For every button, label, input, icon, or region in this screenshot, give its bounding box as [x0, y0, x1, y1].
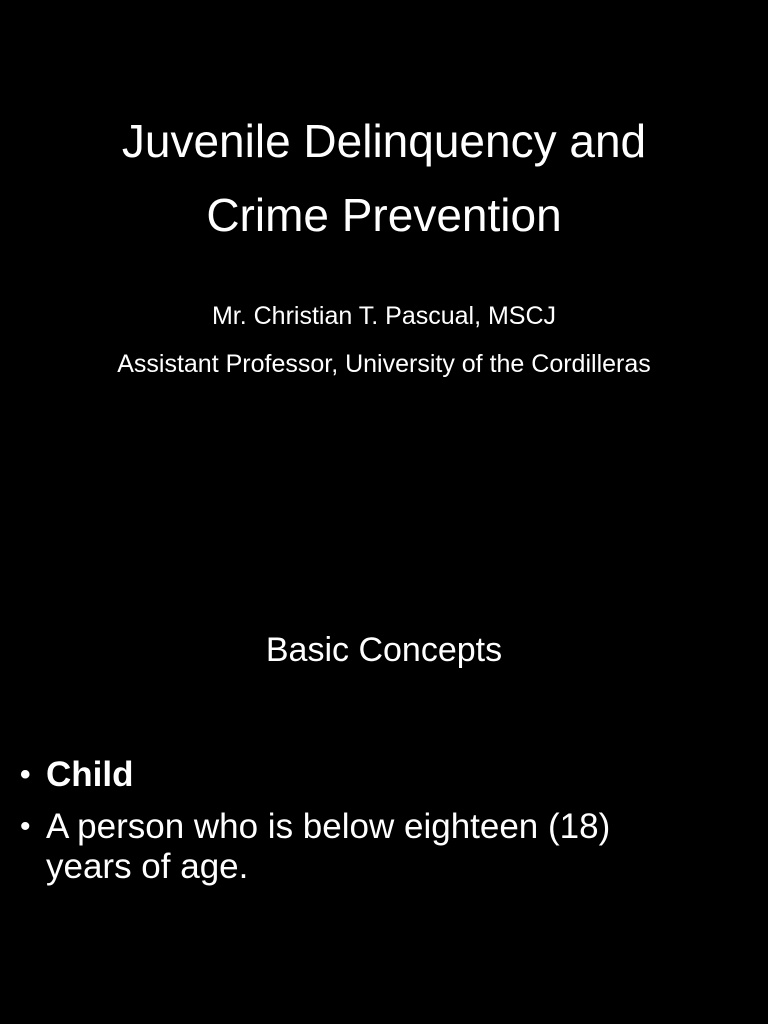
bullet-item: [20, 807, 660, 887]
author-affiliation: Assistant Professor, University of the Cordilleras: [117, 350, 651, 378]
author-name: Mr. Christian T. Pascual, MSCJ: [211, 302, 557, 330]
bullet-icon: •: [20, 810, 31, 843]
title-line-1: Juvenile Delinquency and: [121, 115, 647, 167]
bullet-item: [20, 755, 660, 795]
title-line-2: Crime Prevention: [206, 189, 562, 241]
presentation-title: [0, 104, 768, 252]
concepts-slide: [0, 512, 768, 1024]
bullet-text: A person who is below eighteen (18) years of age.: [46, 807, 611, 886]
section-heading: Basic Concepts: [265, 631, 503, 669]
bullet-icon: •: [20, 758, 31, 791]
bullet-text: Child: [46, 755, 134, 794]
bullet-list: [20, 755, 660, 899]
